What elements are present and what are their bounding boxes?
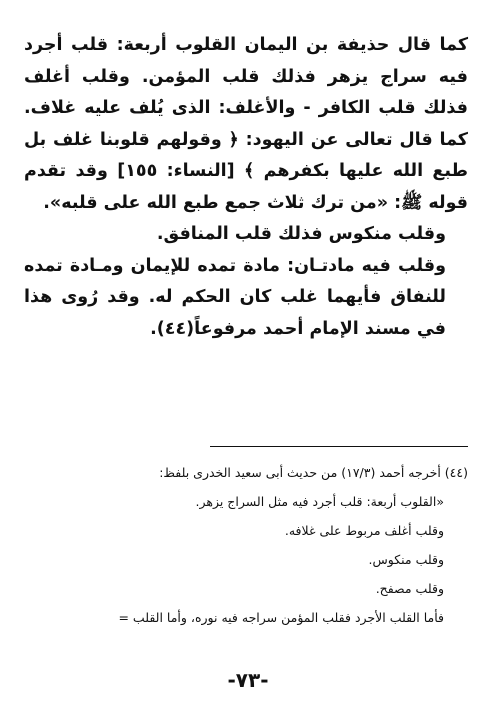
main-text — [24, 30, 468, 345]
footnote-line: «القلوب أربعة: قلب أجرد فيه مثل السراج يزهر. — [195, 494, 444, 509]
paragraph-madattan: وقلب فيه مادتـان: مادة تمده للإيمان ومـادة تمده للنفاق فأيهما غلب كان الحكم له. وقد رُوى هذا في مسند الإمام أحمد مرفوعاً(٤٤). — [24, 255, 446, 339]
paragraph-munkoos: وقلب منكوس فذلك قلب المنافق. — [156, 224, 446, 244]
footnote-line: (٤٤) أخرجه أحمد (١٧/٣) من حديث أبى سعيد الخدرى بلفظ: — [159, 465, 468, 480]
footnote — [24, 458, 468, 632]
footnote-separator — [210, 446, 468, 447]
page-number: -٧٣- — [227, 668, 269, 692]
footnote-line: وقلب منكوس. — [368, 552, 444, 567]
footnote-line: فأما القلب الأجرد فقلب المؤمن سراجه فيه نوره، وأما القلب = — [118, 610, 444, 625]
footnote-line: وقلب مصفح. — [375, 581, 444, 596]
paragraph-hudhayfa: كما قال حذيفة بن اليمان القلوب أربعة: قلب أجرد فيه سراج يزهر فذلك قلب المؤمن. وقلب أغلف فذلك قلب الكافر - والأغلف: الذى يُلف عليه غلاف. كما قال تعالى عن اليهود: ﴿ وقولهم قلوبنا غلف بل طبع الله عليها بكفرهم ﴾ [النساء: ١٥٥] وقد تقدم قوله ﷺ: «من ترك ثلاث جمع طبع الله على قلبه». — [24, 35, 468, 213]
footnote-line: وقلب أغلف مربوط على غلافه. — [284, 523, 444, 538]
